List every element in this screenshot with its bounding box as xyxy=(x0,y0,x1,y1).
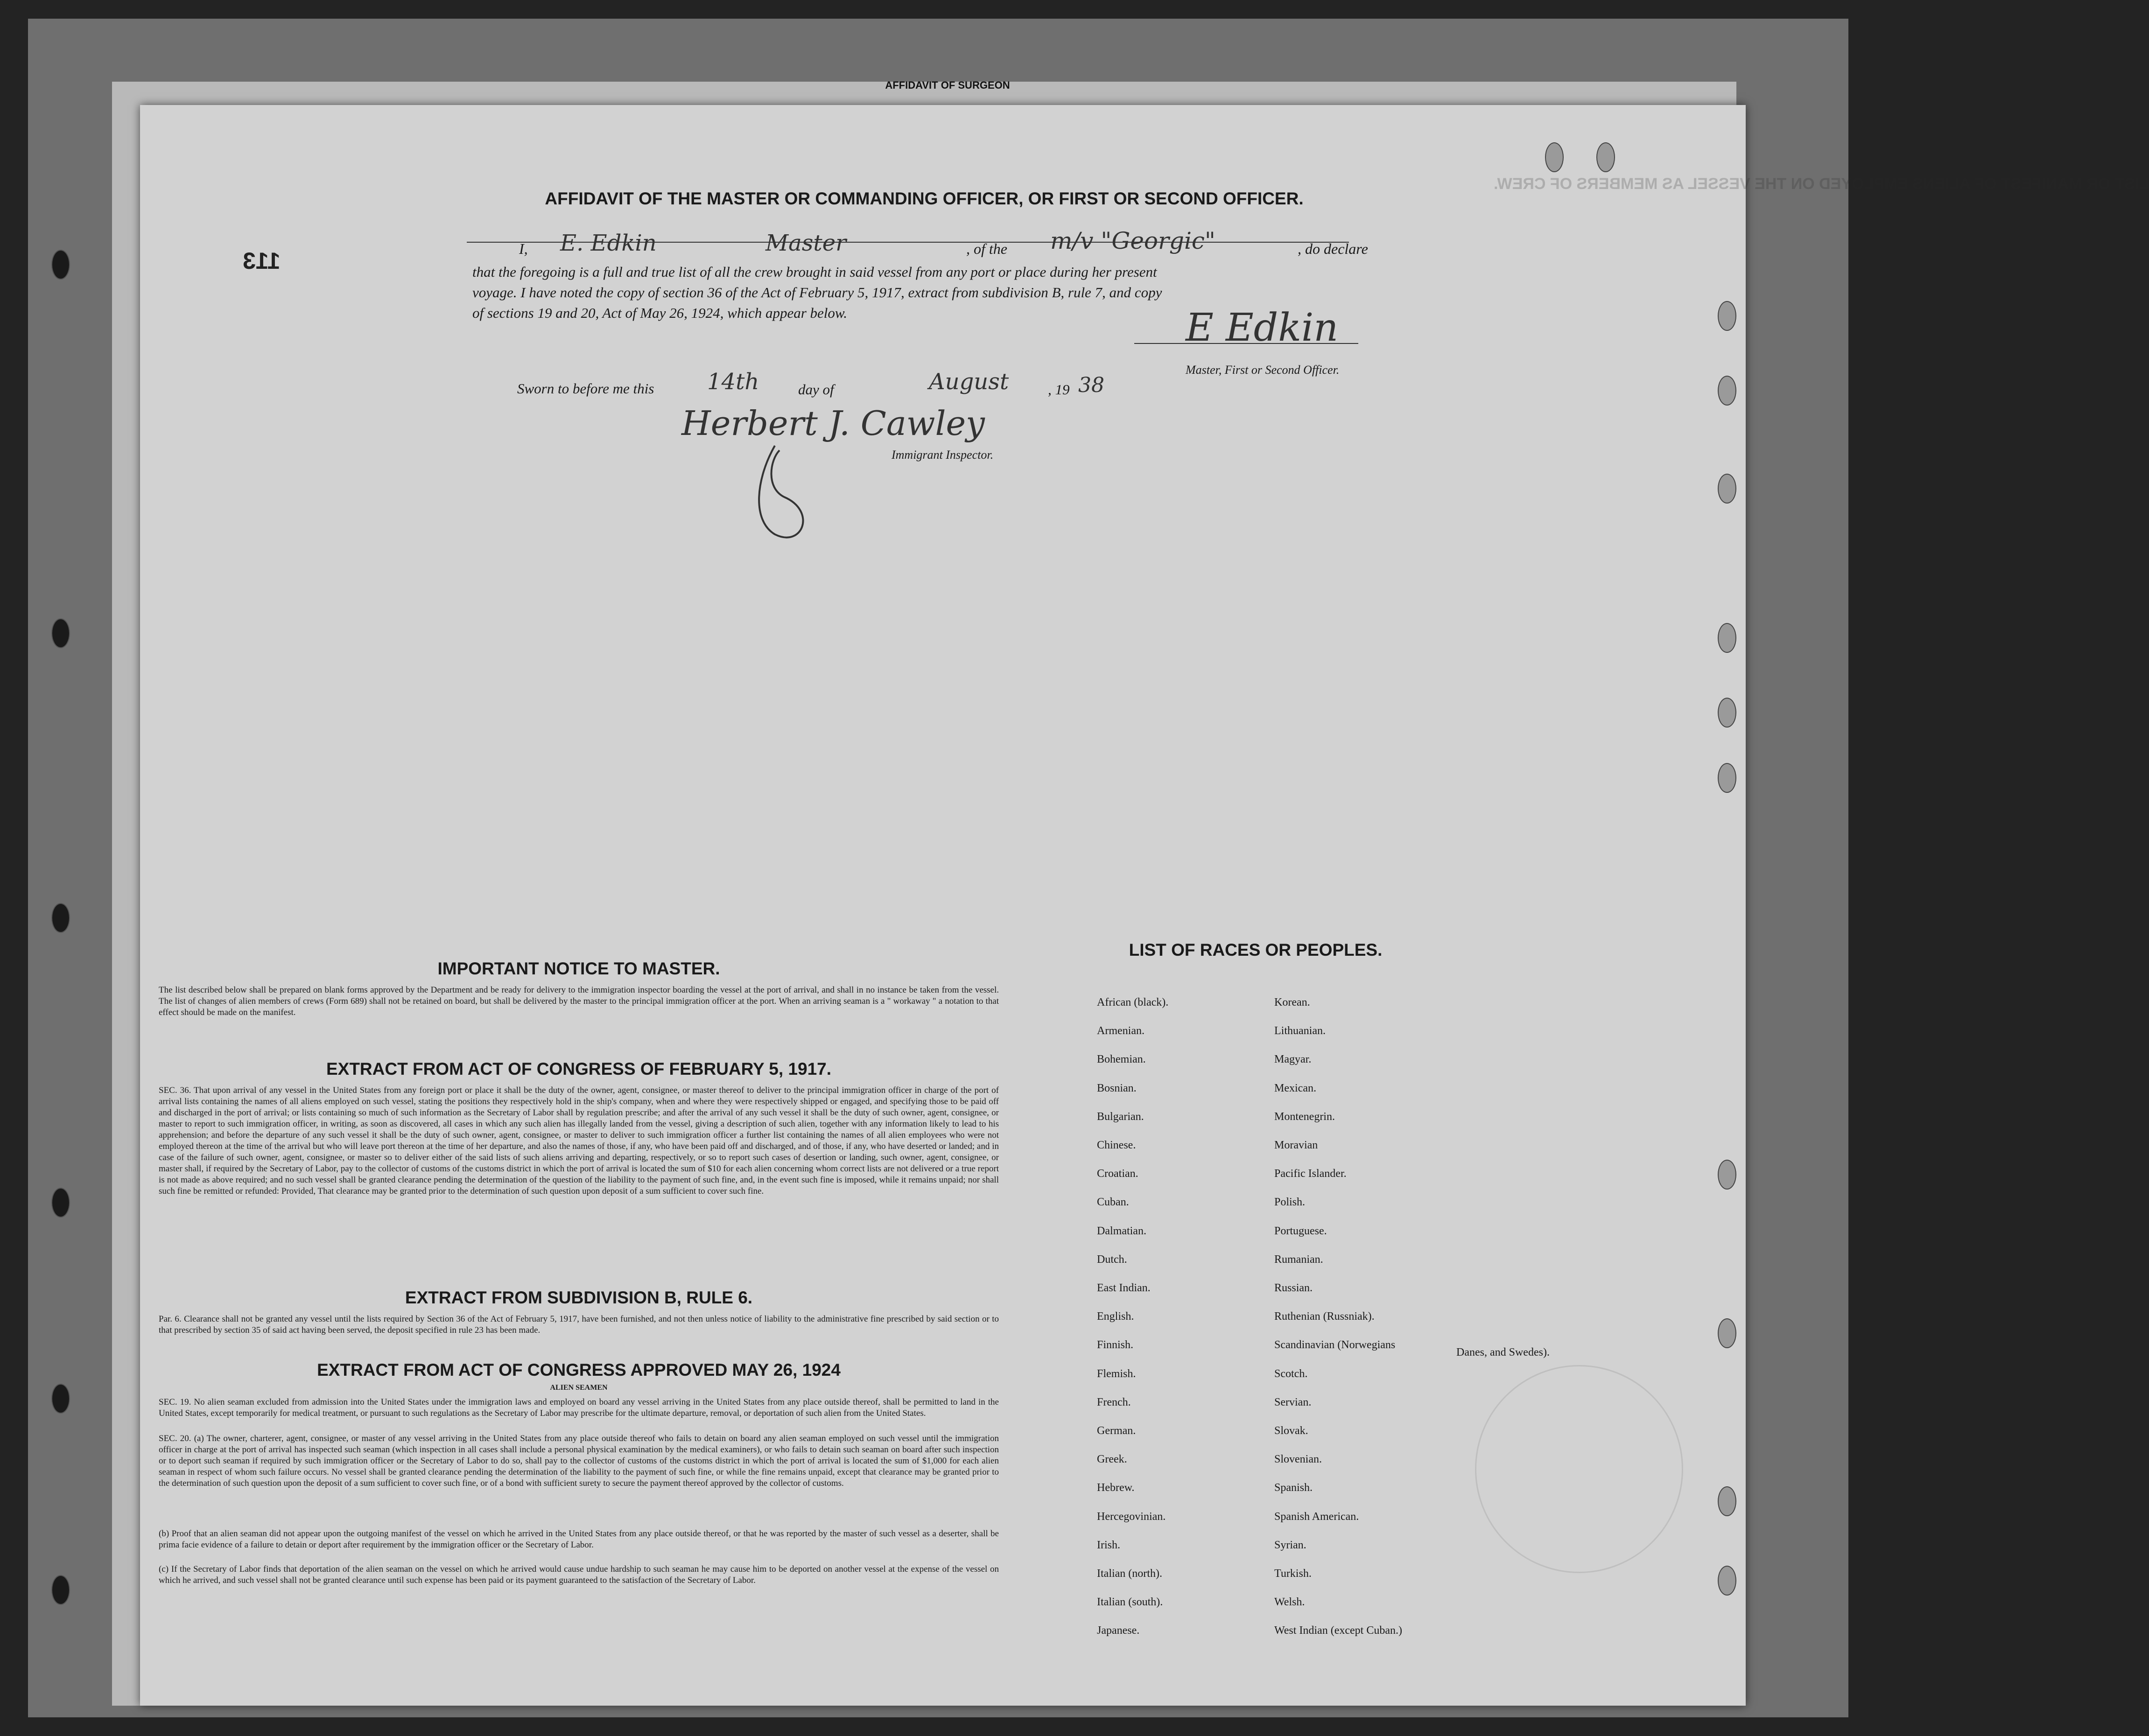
race-item: Russian. xyxy=(1274,1282,1313,1294)
inspector-caption: Immigrant Inspector. xyxy=(892,448,994,462)
punch-hole xyxy=(1718,1160,1736,1190)
punch-hole xyxy=(1718,1566,1736,1596)
race-item: Montenegrin. xyxy=(1274,1110,1335,1123)
rule6-body: Par. 6. Clearance shall not be granted any vessel until the lists required by Section 36 of the Act of February 5, 1917, have been furnished, and not then unless notice of liability to the administrative fine prescribed by said section or to that prescribed by section 35 of said act having been served, the deposit specified in rule 23 has been made. xyxy=(159,1314,999,1335)
race-item: East Indian. xyxy=(1097,1282,1151,1294)
punch-hole xyxy=(1718,1318,1736,1348)
punch-hole xyxy=(1718,698,1736,728)
sworn-year: 38 xyxy=(1078,373,1104,397)
race-item: Welsh. xyxy=(1274,1596,1305,1609)
affidavit-title: AFFIDAVIT OF THE MASTER OR COMMANDING OFFICER, OR FIRST OR SECOND OFFICER. xyxy=(545,189,1304,208)
race-item: Moravian xyxy=(1274,1139,1318,1151)
race-item: Japanese. xyxy=(1097,1624,1140,1637)
race-item: French. xyxy=(1097,1396,1131,1408)
punch-hole xyxy=(1596,142,1615,172)
race-item: Cuban. xyxy=(1097,1196,1129,1209)
race-item-continuation: Danes, and Swedes). xyxy=(1456,1346,1550,1358)
race-item: Chinese. xyxy=(1097,1139,1136,1151)
under-sheet-title: AFFIDAVIT OF SURGEON xyxy=(885,79,1010,91)
race-item: African (black). xyxy=(1097,996,1169,1008)
punch-hole xyxy=(1718,763,1736,793)
punch-hole xyxy=(1718,376,1736,406)
affidavit-line-3: voyage. I have noted the copy of section 36 of the Act of February 5, 1917, extract from subdivision B, rule 7, and copy xyxy=(472,284,1162,301)
race-item: Ruthenian (Russniak). xyxy=(1274,1310,1375,1323)
inspector-signature: Herbert J. Cawley xyxy=(681,404,985,443)
manifest-page xyxy=(140,105,2149,1706)
race-item: Finnish. xyxy=(1097,1339,1134,1351)
punch-hole xyxy=(51,1188,70,1218)
race-item: Italian (north). xyxy=(1097,1568,1162,1580)
page-number: 113 xyxy=(243,248,281,274)
race-item: Hercegovinian. xyxy=(1097,1510,1166,1523)
race-item: Italian (south). xyxy=(1097,1596,1163,1609)
year-prefix: , 19 xyxy=(1048,381,1070,398)
race-item: Greek. xyxy=(1097,1453,1127,1466)
embossed-seal xyxy=(1475,1365,1683,1573)
notice-body: The list described below shall be prepared on blank forms approved by the Department and be ready for delivery to the immigration inspector boarding the vessel at the port of arrival, and shall in no instance be taken from the vessel. The list of changes of alien members of crews (Form 689) shall not be retained on board, but shall be delivered by the master to the principal immigration officer at the port. When an arriving seaman is a " workaway " a notation to that effect should be made on the manifest. xyxy=(159,985,999,1017)
sec20b-text: (b) Proof that an alien seaman did not appear upon the outgoing manifest of the vessel on which he arrived in the United States from any place outside thereof, or that he was reported by the master of such vessel as a deserter, shall be prima facie evidence of a failure to detain or deport after requirement by the immigration officer or the Secretary of Labor. xyxy=(159,1529,999,1550)
bleed-through-text: LIST OR MANIFEST OF ALIENS EMPLOYED ON THE VESSEL AS MEMBERS OF CREW. xyxy=(1494,175,2149,193)
master-signature: E Edkin xyxy=(1186,306,1338,350)
race-item: English. xyxy=(1097,1310,1134,1323)
punch-hole xyxy=(51,1575,70,1605)
sec20a-text: SEC. 20. (a) The owner, charterer, agent, consignee, or master of any vessel arriving in the United States from any place outside thereof who fails to detain on board any alien seaman employed on such vessel until the immigration officer in charge at the port of arrival has inspected such seaman (which inspection in all cases shall include a personal physical examination by the medical examiners), or who fails to detain such seaman on board after such inspection or to deport such seaman if required by such immigration officer or the Secretary of Labor to do so, shall pay to the collector of customs of the customs district in which the port of arrival is located the sum of $1,000 for each alien seaman in respect of whom such failure occurs. No vessel shall be granted clearance pending the determination of the liability to the payment of such fine, or while the fine remains unpaid, except that clearance may be granted prior to the determination of such question upon the deposit of a sum sufficient to cover such fine, or of a bond with sufficient surety to secure the payment thereof approved by the collector of customs. xyxy=(159,1434,999,1488)
race-item: Flemish. xyxy=(1097,1367,1136,1380)
race-item: Slovenian. xyxy=(1274,1453,1322,1466)
affidavit-line-2: that the foregoing is a full and true list of all the crew brought in said vessel from any port or place during her present xyxy=(472,264,1157,280)
race-item: Servian. xyxy=(1274,1396,1312,1408)
race-item: Syrian. xyxy=(1274,1539,1306,1551)
race-item: Polish. xyxy=(1274,1196,1306,1209)
race-item: Dutch. xyxy=(1097,1253,1127,1266)
race-item: Korean. xyxy=(1274,996,1310,1008)
affidavit-line-4: of sections 19 and 20, Act of May 26, 1924, which appear below. xyxy=(472,305,848,321)
race-item: Turkish. xyxy=(1274,1568,1312,1580)
race-item: Scandinavian (Norwegians xyxy=(1274,1339,1396,1351)
punch-hole xyxy=(1718,1486,1736,1516)
race-item: Bulgarian. xyxy=(1097,1110,1144,1123)
signature-flourish xyxy=(747,441,822,544)
day-of-label: day of xyxy=(798,381,834,398)
sec19-text: SEC. 19. No alien seaman excluded from admission into the United States under the immigration laws and employed on board any vessel arriving in the United States from any place outside thereof, shall be permitted to land in the United States, except temporarily for medical treatment, or pursuant to such regulations as the Secretary of Labor may prescribe for the ultimate departure, removal, or deportation of such alien from the United States. xyxy=(159,1397,999,1418)
signature-line xyxy=(1134,343,1358,344)
punch-hole xyxy=(1545,142,1564,172)
vessel-name: m/v "Georgic" xyxy=(1050,227,1215,254)
race-item: Croatian. xyxy=(1097,1168,1138,1180)
race-item: Rumanian. xyxy=(1274,1253,1323,1266)
race-item: Slovak. xyxy=(1274,1425,1308,1437)
race-item: Dalmatian. xyxy=(1097,1225,1146,1237)
punch-hole xyxy=(51,618,70,648)
punch-hole xyxy=(51,250,70,280)
name-line xyxy=(467,242,1349,243)
race-item: Irish. xyxy=(1097,1539,1120,1551)
of-the-label: , of the xyxy=(966,240,1007,257)
race-item: Lithuanian. xyxy=(1274,1025,1326,1037)
notice-title: IMPORTANT NOTICE TO MASTER. xyxy=(437,959,720,978)
race-item: Spanish American. xyxy=(1274,1510,1359,1523)
race-item: Magyar. xyxy=(1274,1053,1312,1066)
race-item: Bosnian. xyxy=(1097,1082,1137,1094)
race-item: West Indian (except Cuban.) xyxy=(1274,1624,1402,1637)
race-item: Bohemian. xyxy=(1097,1053,1146,1066)
extract-1917-body: SEC. 36. That upon arrival of any vessel in the United States from any foreign port or place it shall be the duty of the owner, agent, consignee, or master thereof to deliver to the principal immigration officer in charge of the port of arrival lists containing the names of all aliens employed on such vessel, stating the positions they respectively hold in the ship's company, when and where they were respectively shipped or engaged, and specifying those to be paid off and discharged in the port of arrival; or lists containing so much of such information as the Secretary of Labor shall by regulation prescribe; and after the arrival of any such vessel it shall be the duty of such owner, agent, consignee, or master to report to such immigration officer, in writing, as soon as discovered, all cases in which any such alien has illegally landed from the vessel, giving a description of such alien, together with any information likely to lead to his apprehension; and before the departure of any such vessel it shall be the duty of such owner, agent, consignee, or master to deliver to such immigration officer a further list containing the names of all alien employees who were not employed thereon at the time of the arrival but who will leave port thereon at the time of her departure, and also the names of those, if any, who have been paid off and discharged, and of those, if any, who have deserted or landed; and in case of the failure of such owner, agent, consignee, or master so to deliver either of the said lists of such aliens arriving and departing, respectively, or so to report such cases of desertion or landing, such owner, agent, consignee, or master shall, if required by the Secretary of Labor, pay to the collector of customs of the customs district in which the port of arrival is located the sum of $10 for each alien concerning whom correct lists are not delivered or a true report is not made as above required; and no such vessel shall be granted clearance pending the determination of the question of the liability to the payment of such fine, and, in the event such fine is imposed, while it remains unpaid; nor shall such fine be remitted or refunded: Provided, That clearance may be granted prior to the determination of such question upon deposit of a sum sufficient to cover such fine. xyxy=(159,1085,999,1196)
races-title: LIST OF RACES OR PEOPLES. xyxy=(1129,940,1383,959)
rule6-title: EXTRACT FROM SUBDIVISION B, RULE 6. xyxy=(405,1288,753,1307)
race-item: Spanish. xyxy=(1274,1482,1313,1494)
master-rank: Master xyxy=(765,230,847,256)
extract-1924-title: EXTRACT FROM ACT OF CONGRESS APPROVED MAY 26, 1924 xyxy=(317,1360,841,1379)
race-item: Hebrew. xyxy=(1097,1482,1135,1494)
sworn-label: Sworn to before me this xyxy=(517,380,654,397)
extract-1924-subtitle: ALIEN SEAMEN xyxy=(550,1384,608,1392)
punch-hole xyxy=(1718,474,1736,504)
signature-caption: Master, First or Second Officer. xyxy=(1186,363,1340,377)
master-name: E. Edkin xyxy=(560,230,657,256)
sec20c-text: (c) If the Secretary of Labor finds that deportation of the alien seaman on the vessel on which he arrived would cause undue hardship to such seaman he may cause him to be deported on another vessel at the expense of the vessel on which he arrived, and such vessel shall not be granted clearance until such expense has been paid or its payment guaranteed to the satisfaction of the Secretary of Labor. xyxy=(159,1564,999,1585)
punch-hole xyxy=(51,1384,70,1414)
race-item: Pacific Islander. xyxy=(1274,1168,1347,1180)
sworn-month: August xyxy=(929,369,1009,395)
race-item: Mexican. xyxy=(1274,1082,1316,1094)
do-declare-label: , do declare xyxy=(1298,240,1368,257)
affidavit-i: I, xyxy=(519,240,528,257)
punch-hole xyxy=(1718,301,1736,331)
race-item: Armenian. xyxy=(1097,1025,1145,1037)
race-item: Scotch. xyxy=(1274,1367,1308,1380)
extract-1917-title: EXTRACT FROM ACT OF CONGRESS OF FEBRUARY 5, 1917. xyxy=(326,1059,832,1078)
punch-hole xyxy=(1718,623,1736,653)
sworn-day: 14th xyxy=(707,369,759,395)
race-item: German. xyxy=(1097,1425,1136,1437)
punch-hole xyxy=(51,903,70,933)
race-item: Portuguese. xyxy=(1274,1225,1327,1237)
